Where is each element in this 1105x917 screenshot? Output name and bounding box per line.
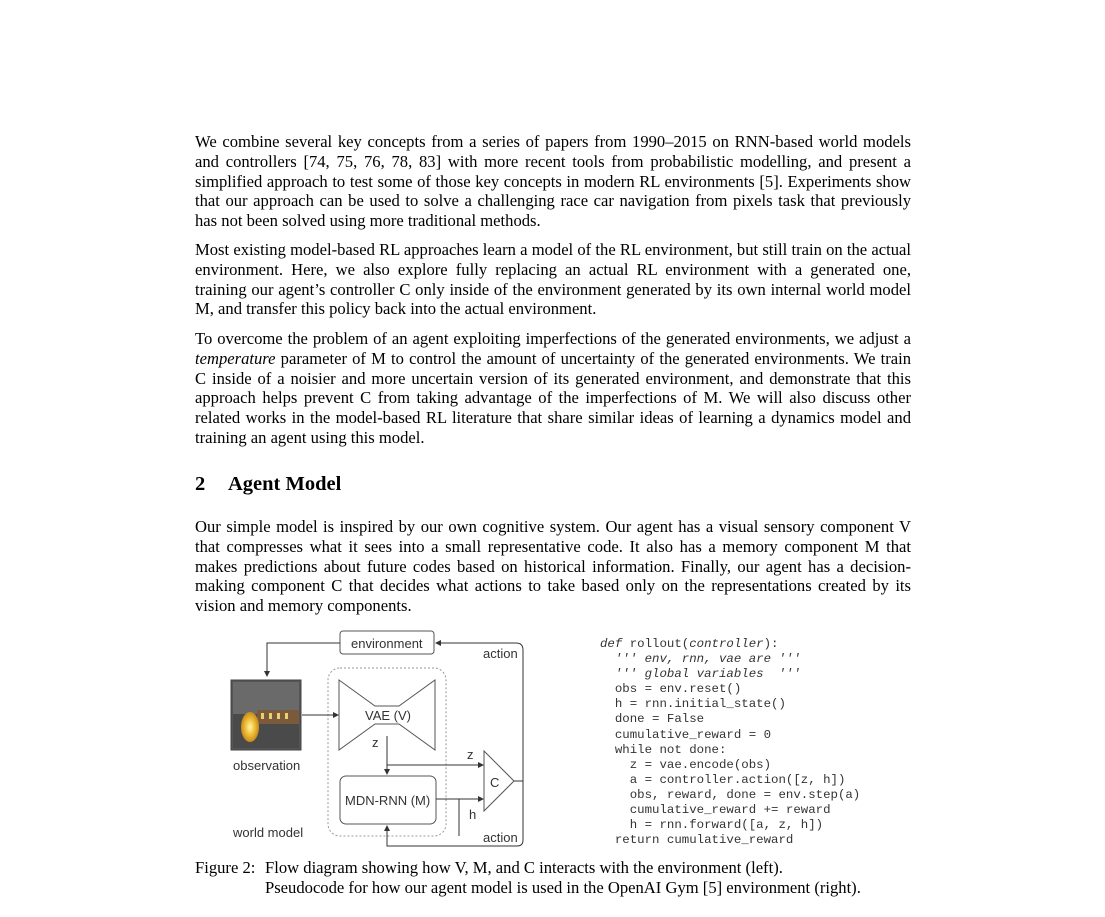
code-line <box>600 637 860 652</box>
pseudocode-block <box>600 637 860 848</box>
code-line: cumulative_reward = 0 <box>600 727 772 742</box>
action-label-top: action <box>483 646 518 661</box>
observation-image <box>231 680 301 750</box>
caption-line-2: Pseudocode for how our agent model is used in the OpenAI Gym [5] environment (right). <box>265 878 861 897</box>
section-title: Agent Model <box>228 473 342 495</box>
world-model-label: world model <box>233 825 304 840</box>
section-number: 2 <box>195 473 206 495</box>
paragraph-temperature-part-b: parameter of M to control the amount of uncertainty of the generated environments. We train C inside of a noisier and more uncertain version of its generated environment, and demonstrate that this approach helps prevent C from taking advantage of the imperfections of M. We will also discuss other related works in the model-based RL literature that share similar ideas of learning a dynamics model and training an agent using this model. <box>195 348 911 447</box>
paragraph-temperature-part-a: To overcome the problem of an agent exploiting imperfections of the generated environments, we adjust a <box>195 329 911 348</box>
code-keyword-def: def <box>600 637 623 651</box>
mdn-rnn-label: MDN-RNN (M) <box>345 793 431 808</box>
controller-label: C <box>490 775 500 790</box>
vae-label: VAE (V) <box>365 708 411 723</box>
code-argument: controller <box>689 637 764 651</box>
code-line: h = rnn.initial_state() <box>600 697 786 712</box>
h-label: h <box>469 807 477 822</box>
code-docstring: ''' env, rnn, vae are ''' <box>600 652 801 667</box>
temperature-term: temperature <box>195 348 276 368</box>
figure-label: Figure 2: <box>195 858 256 877</box>
code-line: h = rnn.forward([a, z, h]) <box>600 818 824 833</box>
z-label-controller: z <box>467 747 474 762</box>
code-line: cumulative_reward += reward <box>600 803 831 818</box>
code-line: obs, reward, done = env.step(a) <box>600 787 861 802</box>
paragraph-temperature <box>195 329 911 448</box>
code-line: done = False <box>600 712 705 727</box>
code-line: z = vae.encode(obs) <box>600 757 772 772</box>
code-line: obs = env.reset() <box>600 682 742 697</box>
section-heading <box>195 473 341 496</box>
code-line-end: ): <box>763 637 779 651</box>
code-line <box>600 652 860 667</box>
action-to-environment-arrow <box>436 643 523 781</box>
code-function-name: rollout( <box>622 637 690 651</box>
code-line: while not done: <box>600 742 727 757</box>
paragraph-intro-concepts: We combine several key concepts from a series of papers from 1990–2015 on RNN-based world models and controllers [74, 75, 76, 78, 83] with more recent tools from probabilistic modelling, and present a simplified approach to test some of those key concepts in modern RL environments [5]. Experiments show that our approach can be used to solve a challenging race car navigation from pixels task that previously has not been solved using more traditional methods. <box>195 132 911 231</box>
paragraph-agent-model: Our simple model is inspired by our own cognitive system. Our agent has a visual sensory component V that compresses what it sees into a small representative code. It also has a memory component M that makes predictions about future codes based on historical information. Finally, our agent has a decision-making component C that decides what actions to take based only on the representations created by its vision and memory components. <box>195 517 911 616</box>
paragraph-model-based-rl: Most existing model-based RL approaches learn a model of the RL environment, but still train on the actual environment. Here, we also explore fully replacing an actual RL environment with a generated one, training our agent’s controller C only inside of the environment generated by its own internal world model M, and transfer this policy back into the actual environment. <box>195 240 911 319</box>
caption-line-1: Flow diagram showing how V, M, and C interacts with the environment (left). <box>265 858 783 877</box>
action-label-bottom: action <box>483 830 518 845</box>
code-line <box>600 667 860 682</box>
code-line: a = controller.action([z, h]) <box>600 772 846 787</box>
code-line: return cumulative_reward <box>600 833 794 848</box>
observation-label: observation <box>233 758 301 773</box>
code-docstring: ''' global variables ''' <box>600 667 801 682</box>
z-label-vae: z <box>372 735 379 750</box>
environment-to-observation-arrow <box>267 643 340 676</box>
environment-label: environment <box>351 636 423 651</box>
flow-diagram <box>225 626 535 851</box>
